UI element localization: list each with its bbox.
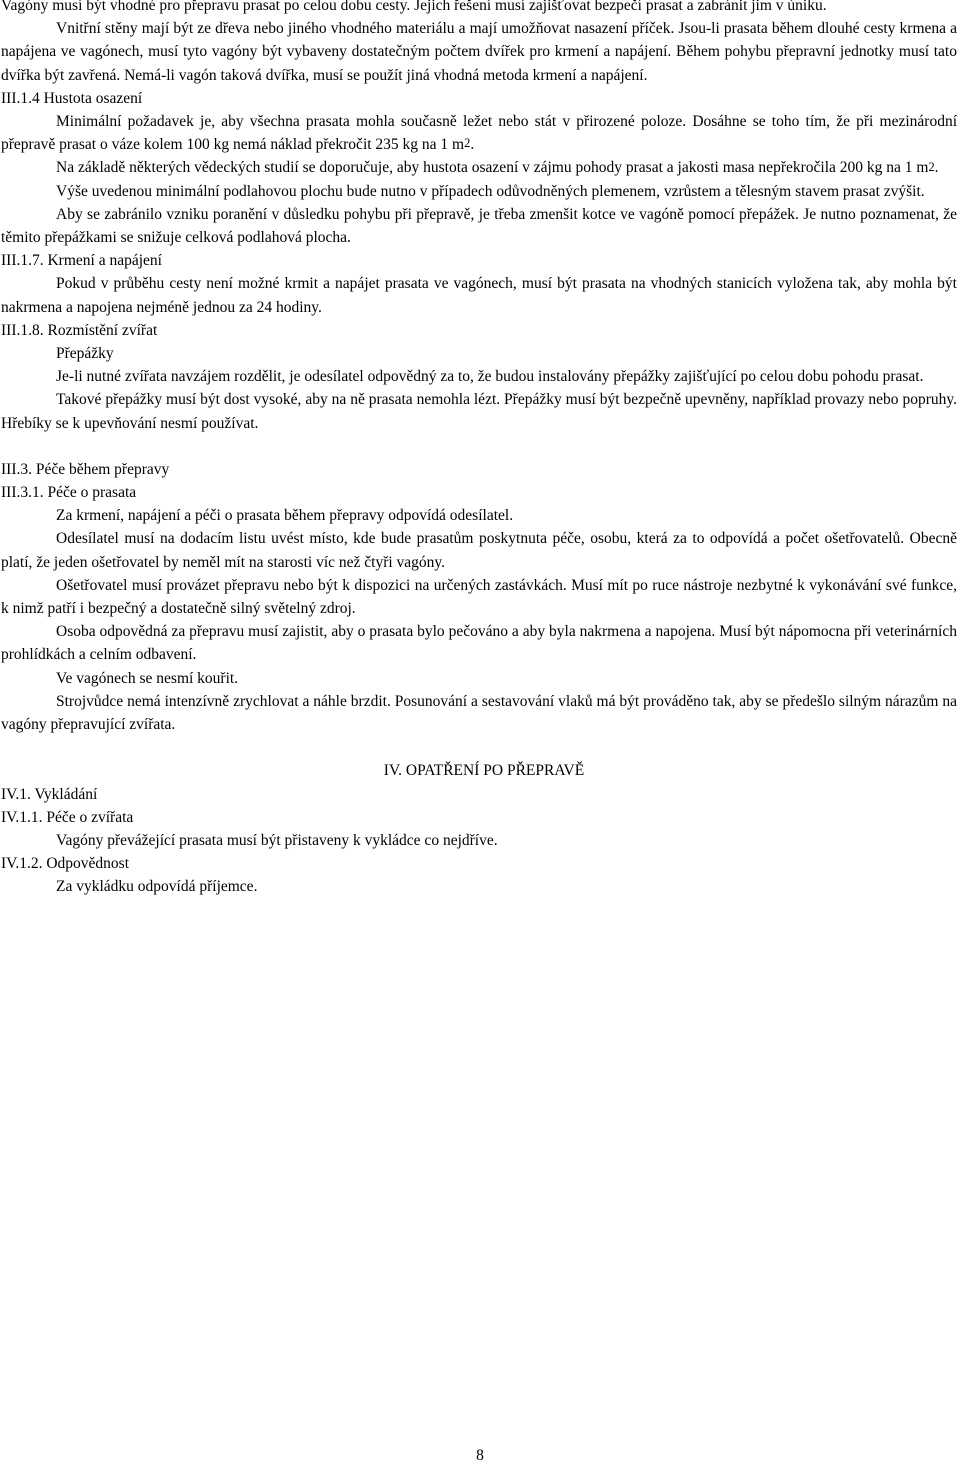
paragraph-partition-height: Takové přepážky musí být dost vysoké, aby na ně prasata nemohla lézt. Přepážky musí být bezpečně upevněny, například provazy nebo popruhy. Hřebíky se k upevňování nesmí používat. xyxy=(1,391,957,432)
paragraph-recipient-responsible: Za vykládku odpovídá příjemce. xyxy=(56,878,258,896)
heading-pig-care: III.3.1. Péče o prasata xyxy=(1,484,137,502)
paragraph-injury-prevention: Aby se zabránilo vzniku poranění v důsledku pohybu při přepravě, je třeba zmenšit kotce ve vagóně pomocí přepážek. Je nutno poznamenat, že těmito přepážkami se snižuje celková podlahová plocha. xyxy=(1,205,957,247)
paragraph-unloading-asap: Vagóny převážející prasata musí být přistaveny k vykládce co nejdříve. xyxy=(56,831,498,849)
superscript: 2 xyxy=(928,159,935,174)
spacer xyxy=(1,736,957,759)
paragraph-inner-walls: Vnitřní stěny mají být ze dřeva nebo jiného vhodného materiálu a mají umožňovat nasazení příček. Jsou-li prasata během dlouhé cesty krmena a napájena ve vagónech, musí tyto vagóny být vybaveny dostatečným počtem dvířek pro krmení a napájení. Během pohybu přepravní jednotky musí tato dvířka být zavřená. Nemá-li vagón taková dvířka, musí se použít jiná vhodná metoda krmení a napájení. xyxy=(1,20,957,84)
heading-care-during-transport: III.3. Péče během přepravy xyxy=(1,460,170,478)
superscript: 2 xyxy=(464,136,471,151)
text-run: Na základě některých vědeckých studií se doporučuje, aby hustota osazení v zájmu pohody prasat a jakosti masa nepřekročila 200 kg na 1 m xyxy=(56,159,929,177)
heading-stocking-density: III.1.4 Hustota osazení xyxy=(1,89,143,107)
heading-animal-care: IV.1.1. Péče o zvířata xyxy=(1,808,134,826)
heading-feeding-watering: III.1.7. Krmení a napájení xyxy=(1,252,162,270)
paragraph-wagon-suitability: Vagóny musí být vhodné pro přepravu prasat po celou dobu cesty. Jejich řešení musí zajišťovat bezpečí prasat a zabránit jim v úniku. xyxy=(1,0,827,14)
paragraph-responsible-person: Osoba odpovědná za přepravu musí zajistit, aby o prasata bylo pečováno a aby byla nakrmena a napojena. Musí být nápomocna při veterinárních prohlídkách a celním odbavení. xyxy=(1,623,957,664)
text-run: Minimální požadavek je, aby všechna prasata mohla současně ležet nebo stát v přirozené poloze. Dosáhne se toho tím, že při mezinárodní přepravě prasat o váze kolem 100 kg nemá náklad překročit 235 kg na 1 m xyxy=(1,113,957,154)
document-body xyxy=(1,0,957,899)
spacer xyxy=(1,435,957,458)
paragraph-recommended-density xyxy=(1,156,957,179)
paragraph-sender-responsible: Za krmení, napájení a péči o prasata během přepravy odpovídá odesílatel. xyxy=(56,507,514,525)
heading-animal-placement: III.1.8. Rozmístění zvířat xyxy=(1,321,158,339)
heading-unloading: IV.1. Vykládání xyxy=(1,785,98,803)
paragraph-train-driver: Strojvůdce nemá intenzívně zrychlovat a náhle brzdit. Posunování a sestavování vlaků má být prováděno tak, aby se předešlo silným nárazům na vagóny přepravující zvířata. xyxy=(1,692,957,734)
paragraph-feeding-stations: Pokud v průběhu cesty není možné krmit a napájet prasata ve vagónech, musí být prasata na vhodných stanicích vyložena tak, aby mohla být nakrmena a napojena nejméně jednou za 24 hodiny. xyxy=(1,275,957,316)
paragraph-attendant-duties: Ošetřovatel musí provázet přepravu nebo být k dispozici na určených zastávkách. Musí mít po ruce nástroje nezbytné k vykonávání své funkce, k nimž patří i bezpečný a dostatečně silný světelný zdroj. xyxy=(1,576,957,618)
text-run: . xyxy=(470,136,475,154)
paragraph-no-smoking: Ve vagónech se nesmí kouřit. xyxy=(56,669,239,687)
heading-responsibility: IV.1.2. Odpovědnost xyxy=(1,855,130,873)
subheading-partitions: Přepážky xyxy=(56,345,114,363)
text-run: . xyxy=(934,159,939,177)
page-number: 8 xyxy=(476,1447,484,1464)
paragraph-partition-install: Je-li nutné zvířata navzájem rozdělit, je odesílatel odpovědný za to, že budou instalovány přepážky zajišťující po celou dobu pohodu prasat. xyxy=(56,368,924,386)
paragraph-floor-area-increase: Výše uvedenou minimální podlahovou plochu bude nutno v případech odůvodněných plemenem, vzrůstem a tělesným stavem prasat zvýšit. xyxy=(56,182,925,200)
paragraph-delivery-note: Odesílatel musí na dodacím listu uvést místo, kde bude prasatům poskytnuta péče, osobu, která za to odpovídá a počet ošetřovatelů. Obecně platí, že jeden ošetřovatel by neměl mít na starosti víc než čtyři vagóny. xyxy=(1,530,957,571)
paragraph-minimum-requirement xyxy=(1,110,957,156)
section-heading-after-transport: IV. OPATŘENÍ PO PŘEPRAVĚ xyxy=(383,762,585,780)
